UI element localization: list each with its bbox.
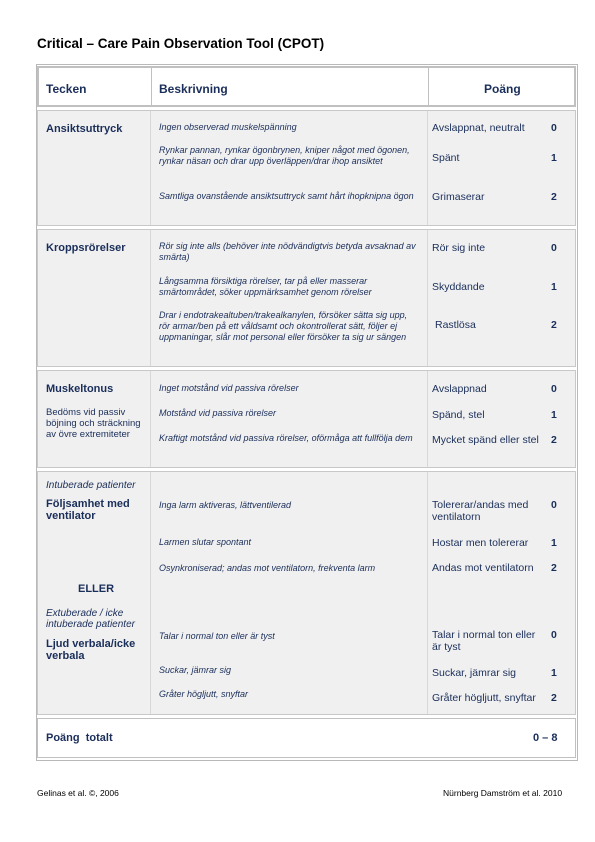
document-title: Critical – Care Pain Observation Tool (CPOT): [37, 36, 325, 51]
score-label: Suckar, jämrar sig: [432, 667, 517, 679]
score-value: 2: [551, 434, 557, 446]
sign-sublabel: Bedöms vid passiv böjning och sträckning av övre extremiteter: [46, 407, 141, 440]
section-muscle-tone: [37, 370, 576, 468]
extubated-label: Extuberade / icke intuberade patienter: [46, 608, 135, 630]
score-label: Skyddande: [432, 281, 485, 293]
score-label: Gråter högljutt, snyftar: [432, 692, 536, 704]
header-row: [37, 66, 576, 107]
description: Rynkar pannan, rynkar ögonbrynen, kniper något med ögonen, rynkar näsan och drar upp överläppen/drar ihop ansiktet: [159, 145, 410, 166]
score-label: Avslappnad: [432, 383, 487, 395]
description: Drar i endotrakealtuben/trakealkanylen, försöker sätta sig upp, rör armar/ben på ett våldsamt och okontrollerat sätt, följer ej uppmaningar, slår mot personal eller försöker ta sig ur sängen: [159, 310, 408, 342]
total-row: [37, 718, 576, 758]
description: Larmen slutar spontant: [159, 537, 252, 547]
score-label: Grimaserar: [432, 191, 485, 203]
score-value: 2: [551, 319, 557, 331]
description: Rör sig inte alls (behöver inte nödvändigtvis betyda avsaknad av smärta): [159, 241, 416, 262]
score-value: 2: [551, 191, 557, 203]
section-facial: [37, 110, 576, 226]
score-value: 1: [551, 537, 557, 549]
description: Gråter högljutt, snyftar: [159, 689, 249, 699]
intubated-label: Intuberade patienter: [46, 480, 136, 491]
score-label: Hostar men tolererar: [432, 537, 529, 549]
score-label: Tolererar/andas med ventilatorn: [432, 499, 529, 523]
sign-label: Ansiktsuttryck: [46, 123, 123, 135]
description: Ingen observerad muskelspänning: [159, 122, 297, 132]
score-label: Avslappnat, neutralt: [432, 122, 525, 134]
description: Suckar, jämrar sig: [159, 665, 232, 675]
total-range: 0 – 8: [533, 732, 558, 744]
score-value: 1: [551, 667, 557, 679]
sign-label: Kroppsrörelser: [46, 242, 126, 254]
score-label: Mycket spänd eller stel: [432, 434, 539, 446]
score-value: 2: [551, 692, 557, 704]
description: Samtliga ovanstående ansiktsuttryck samt hårt ihopknipna ögon: [159, 191, 414, 201]
section-body-movement: [37, 229, 576, 367]
sign-label-2: Ljud verbala/icke verbala: [46, 638, 136, 662]
description: Långsamma försiktiga rörelser, tar på eller masserar smärtområdet, söker uppmärksamhet genom rörelser: [159, 276, 372, 297]
score-value: 0: [551, 242, 557, 254]
description: Osynkroniserad; andas mot ventilatorn, frekventa larm: [159, 563, 376, 573]
description: Inga larm aktiveras, lättventilerad: [159, 500, 292, 510]
score-value: 0: [551, 383, 557, 395]
score-label: Rör sig inte: [432, 242, 486, 254]
score-label: Rastlösa: [435, 319, 476, 331]
sign-label: Följsamhet med ventilator: [46, 498, 130, 522]
score-label: Andas mot ventilatorn: [432, 562, 534, 574]
total-label: Poäng totalt: [46, 732, 113, 744]
or-label: ELLER: [78, 583, 115, 595]
footer-left: Gelinas et al. ©, 2006: [37, 788, 119, 798]
score-value: 2: [551, 562, 557, 574]
description: Inget motstånd vid passiva rörelser: [159, 383, 299, 393]
score-value: 0: [551, 499, 557, 511]
header-description: Beskrivning: [159, 82, 228, 96]
score-value: 1: [551, 152, 557, 164]
description: Talar i normal ton eller är tyst: [159, 631, 275, 641]
description: Motstånd vid passiva rörelser: [159, 408, 277, 418]
footer-right: Nürnberg Damström et al. 2010: [443, 788, 563, 798]
score-label: Spänd, stel: [432, 409, 485, 421]
score-value: 1: [551, 281, 557, 293]
header-score: Poäng: [484, 82, 521, 96]
score-value: 0: [551, 629, 557, 641]
section-ventilator-or-sound: [37, 471, 576, 715]
score-label: Spänt: [432, 152, 460, 164]
description: Kraftigt motstånd vid passiva rörelser, oförmåga att fullfölja dem: [159, 433, 413, 443]
header-sign: Tecken: [46, 82, 87, 96]
score-value: 1: [551, 409, 557, 421]
score-label: Talar i normal ton eller är tyst: [432, 629, 536, 653]
sign-label: Muskeltonus: [46, 383, 114, 395]
score-value: 0: [551, 122, 557, 134]
